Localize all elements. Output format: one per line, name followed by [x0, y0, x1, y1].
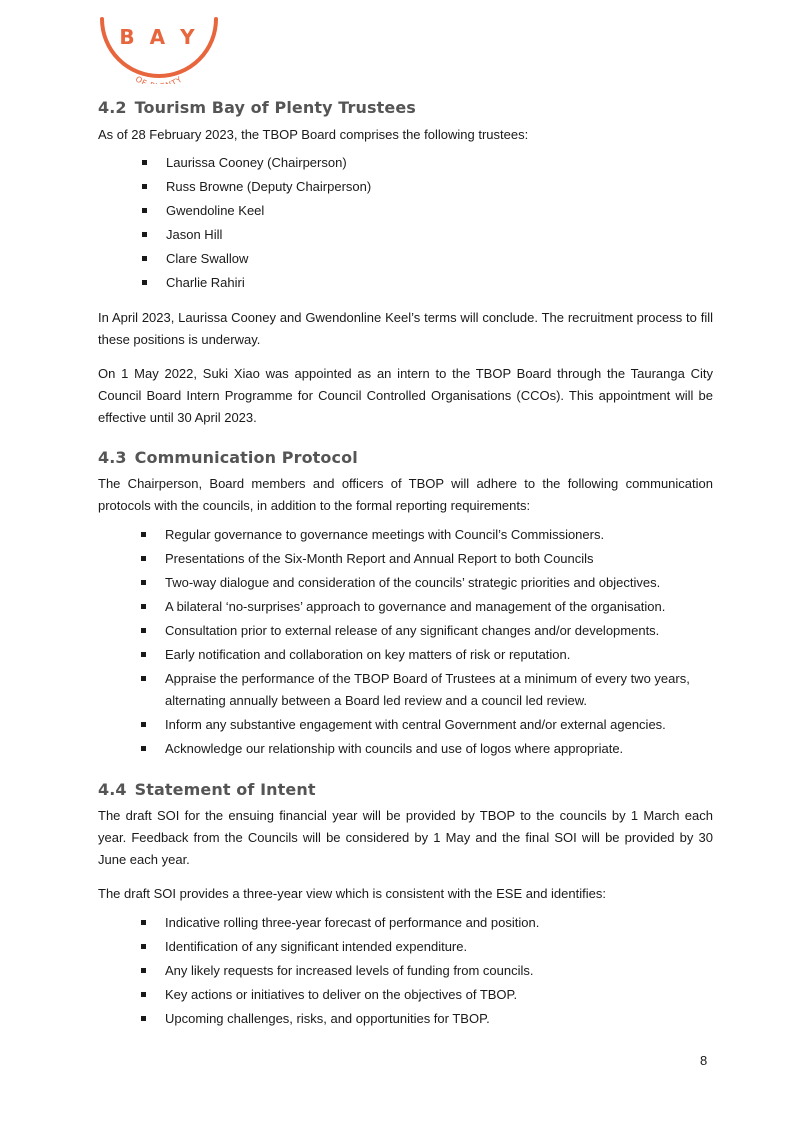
section-number: 4.2: [98, 98, 127, 117]
bay-of-plenty-logo: [96, 14, 222, 84]
list-item: Jason Hill: [166, 224, 713, 246]
logo-word-of-plenty: OF TY: [133, 74, 185, 84]
trustees-intro: As of 28 February 2023, the TBOP Board comprises the following trustees:: [98, 127, 529, 142]
logo-arc-icon: [96, 14, 222, 84]
page-number: 8: [700, 1053, 708, 1068]
list-item: Charlie Rahiri: [166, 272, 713, 294]
list-item: Upcoming challenges, risks, and opportunities for TBOP.: [165, 1008, 713, 1030]
section-heading-4-4: [98, 778, 713, 802]
list-item: Identification of any significant intended expenditure.: [165, 936, 713, 958]
section-heading-4-3: [98, 446, 713, 470]
list-item: Consultation prior to external release of any significant changes and/or developments.: [165, 620, 713, 642]
section-title: Communication Protocol: [134, 448, 358, 467]
protocol-intro: The Chairperson, Board members and officers of TBOP will adhere to the following communication protocols with the councils, in addition to the formal reporting requirements:: [98, 476, 713, 513]
list-item: Early notification and collaboration on key matters of risk or reputation.: [165, 644, 713, 666]
section-number: 4.3: [98, 448, 127, 467]
section-title: Tourism Bay of Plenty Trustees: [134, 98, 416, 117]
list-item: Gwendoline Keel: [166, 200, 713, 222]
list-item: Russ Browne (Deputy Chairperson): [166, 176, 713, 198]
section-title: Statement of Intent: [134, 780, 316, 799]
list-item: Any likely requests for increased levels of funding from councils.: [165, 960, 713, 982]
terms-paragraph: In April 2023, Laurissa Cooney and Gwendonline Keel’s terms will conclude. The recruitment process to fill these positions is underway.: [98, 310, 713, 347]
list-item: Appraise the performance of the TBOP Board of Trustees at a minimum of every two years, alternating annually between a Board led review and a council led review.: [165, 668, 713, 712]
page-content: [98, 96, 713, 1030]
section-heading-4-2: [98, 96, 713, 120]
logo-word-bay: B A Y: [119, 25, 199, 49]
soi-paragraph: The draft SOI for the ensuing financial year will be provided by TBOP to the councils by 1 March each year. Feedback from the Councils will be considered by 1 May and the final SOI will be provided by 30 June each year.: [98, 808, 713, 867]
section-number: 4.4: [98, 780, 127, 799]
intern-paragraph: On 1 May 2022, Suki Xiao was appointed as an intern to the TBOP Board through the Tauranga City Council Board Intern Programme for Council Controlled Organisations (CCOs). This appointment will be effective until 30 April 2023.: [98, 366, 713, 425]
soi-list: [165, 912, 713, 1030]
list-item: Laurissa Cooney (Chairperson): [166, 152, 713, 174]
list-item: Acknowledge our relationship with councils and use of logos where appropriate.: [165, 738, 713, 760]
list-item: Inform any substantive engagement with central Government and/or external agencies.: [165, 714, 713, 736]
list-item: Regular governance to governance meetings with Council’s Commissioners.: [165, 524, 713, 546]
protocol-list: [165, 524, 713, 760]
soi-view-paragraph: The draft SOI provides a three-year view which is consistent with the ESE and identifies:: [98, 886, 606, 901]
trustees-list: [166, 152, 713, 294]
list-item: Presentations of the Six-Month Report and Annual Report to both Councils: [165, 548, 713, 570]
list-item: Two-way dialogue and consideration of the councils’ strategic priorities and objectives.: [165, 572, 713, 594]
list-item: Key actions or initiatives to deliver on the objectives of TBOP.: [165, 984, 713, 1006]
list-item: Indicative rolling three-year forecast of performance and position.: [165, 912, 713, 934]
list-item: A bilateral ‘no-surprises’ approach to governance and management of the organisation.: [165, 596, 713, 618]
list-item: Clare Swallow: [166, 248, 713, 270]
